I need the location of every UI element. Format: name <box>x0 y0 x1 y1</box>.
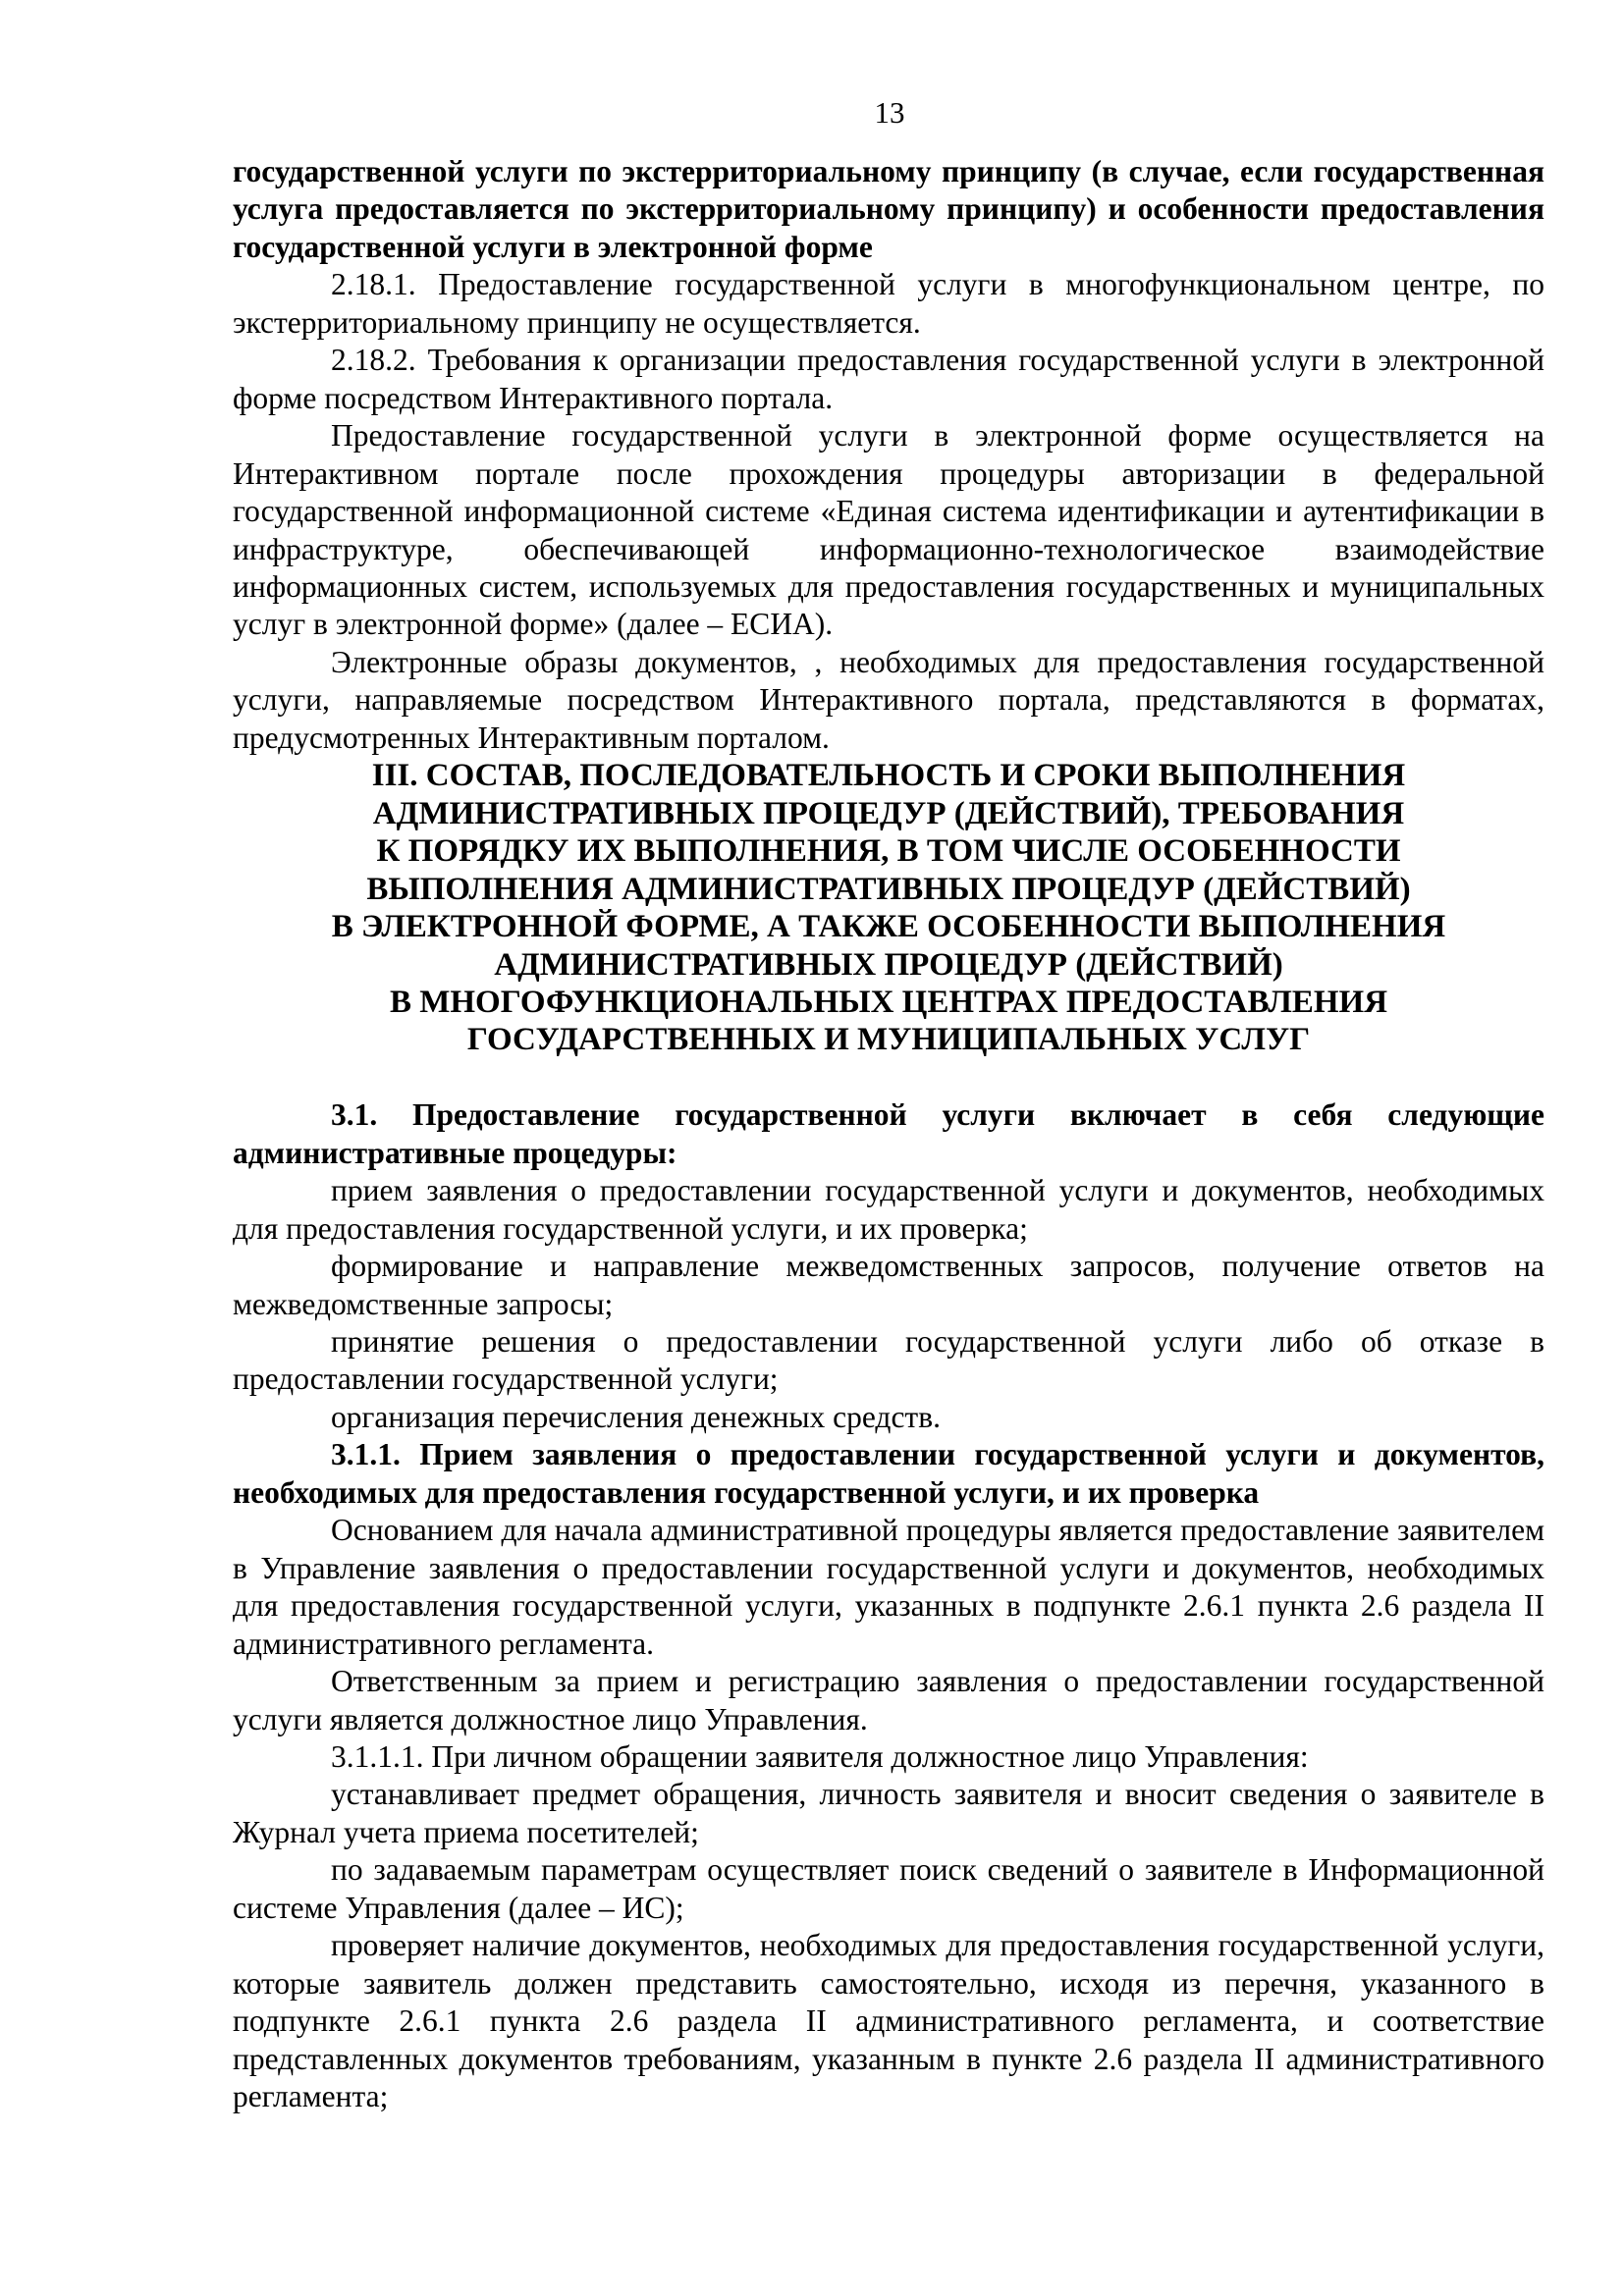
section-heading-line: К ПОРЯДКУ ИХ ВЫПОЛНЕНИЯ, В ТОМ ЧИСЛЕ ОСОБЕННОСТИ <box>376 833 1401 870</box>
paragraph-2-18-2: 2.18.2. Требования к организации предоставления государственной услуги в электронной форме посредством Интерактивного портала. <box>233 343 1544 415</box>
action-item: устанавливает предмет обращения, личность заявителя и вносит сведения о заявителе в Журнал учета приема посетителей; <box>233 1777 1544 1849</box>
action-item: по задаваемым параметрам осуществляет поиск сведений о заявителе в Информационной системе Управления (далее – ИС); <box>233 1852 1544 1925</box>
paragraph-esia: Предоставление государственной услуги в электронной форме осуществляется на Интерактивном портале после прохождения процедуры авторизации в федеральной государственной информационной системе «Единая система идентификации и аутентификации в инфраструктуре, обеспечивающей информационно-технологическое взаимодействие информационных систем, используемых для предоставления государственных и муниципальных услуг в электронной форме» (далее – ЕСИА). <box>233 418 1544 642</box>
paragraph-basis: Основанием для начала административной процедуры является предоставление заявителем в Управление заявления о предоставлении государственной услуги и документов, необходимых для предоставления государственной услуги, указанных в подпункте 2.6.1 пункта 2.6 раздела II административного регламента. <box>233 1513 1544 1661</box>
page-content <box>233 153 1544 2116</box>
section-heading-iii <box>233 757 1544 1059</box>
section-heading-line: В МНОГОФУНКЦИОНАЛЬНЫХ ЦЕНТРАХ ПРЕДОСТАВЛЕНИЯ <box>389 984 1388 1020</box>
section-heading-line: АДМИНИСТРАТИВНЫХ ПРОЦЕДУР (ДЕЙСТВИЙ) <box>494 946 1283 983</box>
procedure-item: прием заявления о предоставлении государственной услуги и документов, необходимых для предоставления государственной услуги, и их проверка; <box>233 1173 1544 1246</box>
spacer <box>233 1059 1544 1096</box>
section-heading-line: АДМИНИСТРАТИВНЫХ ПРОЦЕДУР (ДЕЙСТВИЙ), ТРЕБОВАНИЯ <box>372 795 1405 831</box>
section-3-1-1-title: 3.1.1. Прием заявления о предоставлении государственной услуги и документов, необходимых для предоставления государственной услуги, и их проверка <box>233 1437 1544 1510</box>
section-heading-line: III. СОСТАВ, ПОСЛЕДОВАТЕЛЬНОСТЬ И СРОКИ ВЫПОЛНЕНИЯ <box>371 758 1406 794</box>
page-number: 13 <box>874 95 905 130</box>
paragraph-electronic-images: Электронные образы документов, , необходимых для предоставления государственной услуги, направляемые посредством Интерактивного портала, представляются в форматах, предусмотренных Интерактивным порталом. <box>233 644 1544 755</box>
subsection-heading-2-18-continued: государственной услуги по экстерриториальному принципу (в случае, если государственная услуга предоставляется по экстерриториальному принципу) и особенности предоставления государственной услуги в электронной форме <box>233 154 1544 264</box>
section-heading-line: В ЭЛЕКТРОННОЙ ФОРМЕ, А ТАКЖЕ ОСОБЕННОСТИ ВЫПОЛНЕНИЯ <box>331 909 1446 945</box>
procedure-item: формирование и направление межведомственных запросов, получение ответов на межведомственные запросы; <box>233 1249 1544 1321</box>
section-heading-line: ГОСУДАРСТВЕННЫХ И МУНИЦИПАЛЬНЫХ УСЛУГ <box>466 1022 1311 1058</box>
paragraph-2-18-1: 2.18.1. Предоставление государственной услуги в многофункциональном центре, по экстерриториальному принципу не осуществляется. <box>233 267 1544 340</box>
paragraph-responsible: Ответственным за прием и регистрацию заявления о предоставлении государственной услуги является должностное лицо Управления. <box>233 1664 1544 1736</box>
paragraph-3-1-1-1: 3.1.1.1. При личном обращении заявителя должностное лицо Управления: <box>331 1739 1309 1775</box>
procedure-item: принятие решения о предоставлении государственной услуги либо об отказе в предоставлении государственной услуги; <box>233 1324 1544 1397</box>
action-item: проверяет наличие документов, необходимых для предоставления государственной услуги, которые заявитель должен представить самостоятельно, исходя из перечня, указанного в подпункте 2.6.1 пункта 2.6 раздела II административного регламента, и соответствие представленных документов требованиям, указанным в пункте 2.6 раздела II административного регламента; <box>233 1928 1544 2114</box>
section-heading-line: ВЫПОЛНЕНИЯ АДМИНИСТРАТИВНЫХ ПРОЦЕДУР (ДЕЙСТВИЙ) <box>366 871 1411 907</box>
procedure-item: организация перечисления денежных средств. <box>331 1399 941 1434</box>
section-3-1-title: 3.1. Предоставление государственной услуги включает в себя следующие административные процедуры: <box>233 1097 1544 1170</box>
